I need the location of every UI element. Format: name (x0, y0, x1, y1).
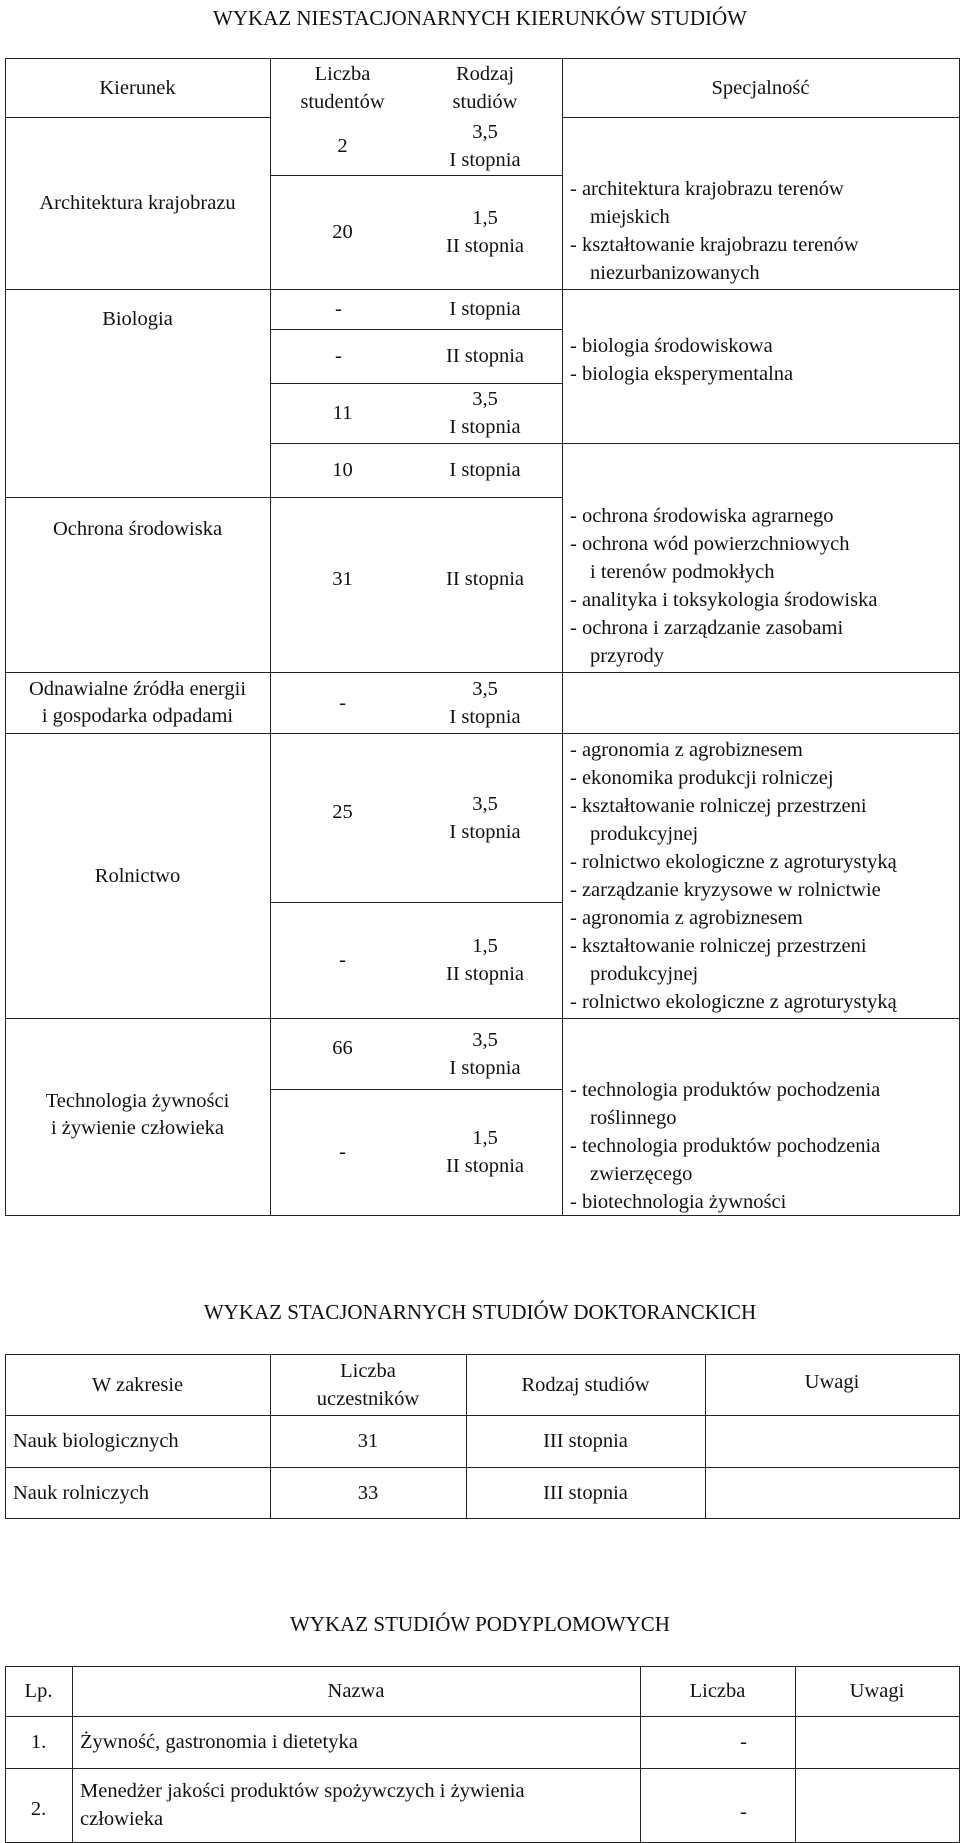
type-cell: 3,5 I stopnia (449, 792, 521, 843)
section1-title: WYKAZ NIESTACJONARNYCH KIERUNKÓW STUDIÓW (213, 6, 747, 30)
podyplomowe-nazwa: Żywność, gastronomia i dietetyka (80, 1731, 358, 1753)
doktoranckie-rodzaj: III stopnia (543, 1430, 628, 1452)
doktoranckie-zakres: Nauk rolniczych (13, 1481, 150, 1504)
count-cell: 31 (332, 567, 353, 590)
count-cell: 66 (332, 1036, 353, 1059)
spec-architektura: - architektura krajobrazu terenów miejskich - kształtowanie krajobrazu terenów niezurbanizowanych (570, 178, 859, 284)
count-cell: - (335, 345, 342, 367)
kierunek-rolnictwo: Rolnictwo (94, 864, 181, 887)
type-cell: 3,5 I stopnia (449, 1028, 521, 1079)
header-liczba-studentow: Liczba studentów (300, 62, 385, 113)
type-cell: II stopnia (446, 567, 524, 590)
type-cell: 3,5 I stopnia (449, 677, 521, 728)
section2-title: WYKAZ STACJONARNYCH STUDIÓW DOKTORANCKICH (203, 1300, 757, 1324)
kierunek-biologia: Biologia (102, 308, 173, 330)
doktoranckie-rodzaj: III stopnia (543, 1481, 628, 1504)
header-liczba-uczestnikow: Liczba uczestników (316, 1359, 420, 1410)
spec-rolnictwo-2: - agronomia z agrobiznesem - kształtowanie rolniczej przestrzeni produkcyjnej - rolnictwo ekologiczne z agroturystyką (570, 907, 897, 1013)
doktoranckie-liczba: 33 (357, 1481, 379, 1504)
header-specjalnosc: Specjalność (711, 76, 810, 99)
count-cell: - (335, 298, 342, 320)
type-cell: I stopnia (449, 298, 521, 320)
type-cell: 1,5 II stopnia (446, 935, 524, 985)
count-cell: 10 (332, 459, 353, 481)
count-cell: 11 (332, 402, 353, 424)
count-cell: 20 (332, 221, 353, 243)
header-uwagi: Uwagi (849, 1680, 905, 1702)
header-lp: Lp. (24, 1680, 53, 1702)
podyplomowe-nazwa: Menedżer jakości produktów spożywczych i żywienia człowieka (80, 1780, 525, 1830)
header-nazwa: Nazwa (327, 1680, 385, 1702)
header-w-zakresie: W zakresie (91, 1373, 184, 1396)
type-cell: 1,5 II stopnia (446, 207, 524, 257)
count-cell: 2 (337, 135, 348, 157)
header-rodzaj-studiow: Rodzaj studiów (521, 1373, 650, 1396)
podyplomowe-liczba: - (740, 1801, 747, 1823)
podyplomowe-liczba: - (740, 1731, 747, 1753)
spec-technologia: - technologia produktów pochodzenia roślinnego - technologia produktów pochodzenia zwierzęcego - biotechnologia żywności (570, 1079, 881, 1213)
kierunek-technologia: Technologia żywności i żywienie człowieka (45, 1090, 230, 1139)
podyplomowe-lp: 1. (30, 1731, 47, 1753)
kierunek-architektura: Architektura krajobrazu (39, 192, 236, 214)
kierunek-ochrona: Ochrona środowiska (52, 518, 223, 540)
type-cell: 3,5 I stopnia (449, 121, 521, 171)
header-liczba: Liczba (689, 1680, 746, 1702)
doktoranckie-liczba: 31 (357, 1430, 379, 1452)
count-cell: 25 (332, 800, 353, 823)
doktoranckie-zakres: Nauk biologicznych (13, 1430, 179, 1452)
count-cell: - (339, 949, 346, 971)
type-cell: 3,5 I stopnia (449, 388, 521, 438)
count-cell: - (339, 691, 346, 714)
header-uwagi: Uwagi (804, 1371, 860, 1393)
type-cell: II stopnia (446, 345, 524, 367)
kierunek-odnawialne: Odnawialne źródła energii i gospodarka odpadami (28, 677, 247, 727)
type-cell: I stopnia (449, 459, 521, 481)
spec-ochrona: - ochrona środowiska agrarnego - ochrona wód powierzchniowych i terenów podmokłych - analityka i toksykologia środowiska - ochrona i zarządzanie zasobami przyrody (570, 505, 878, 667)
spec-rolnictwo-1: - agronomia z agrobiznesem - ekonomika produkcji rolniczej - kształtowanie rolniczej przestrzeni produkcyjnej - rolnictwo ekologiczne z agroturystyką - zarządzanie kryzysowe w rolnictwie (570, 739, 897, 901)
type-cell: 1,5 II stopnia (446, 1127, 524, 1177)
header-rodzaj-studiow: Rodzaj studiów (452, 62, 518, 113)
count-cell: - (339, 1141, 346, 1163)
podyplomowe-lp: 2. (30, 1798, 47, 1820)
header-kierunek: Kierunek (99, 76, 176, 99)
spec-biologia: - biologia środowiskowa - biologia eksperymentalna (570, 335, 794, 385)
section3-title: WYKAZ STUDIÓW PODYPLOMOWYCH (290, 1612, 670, 1636)
